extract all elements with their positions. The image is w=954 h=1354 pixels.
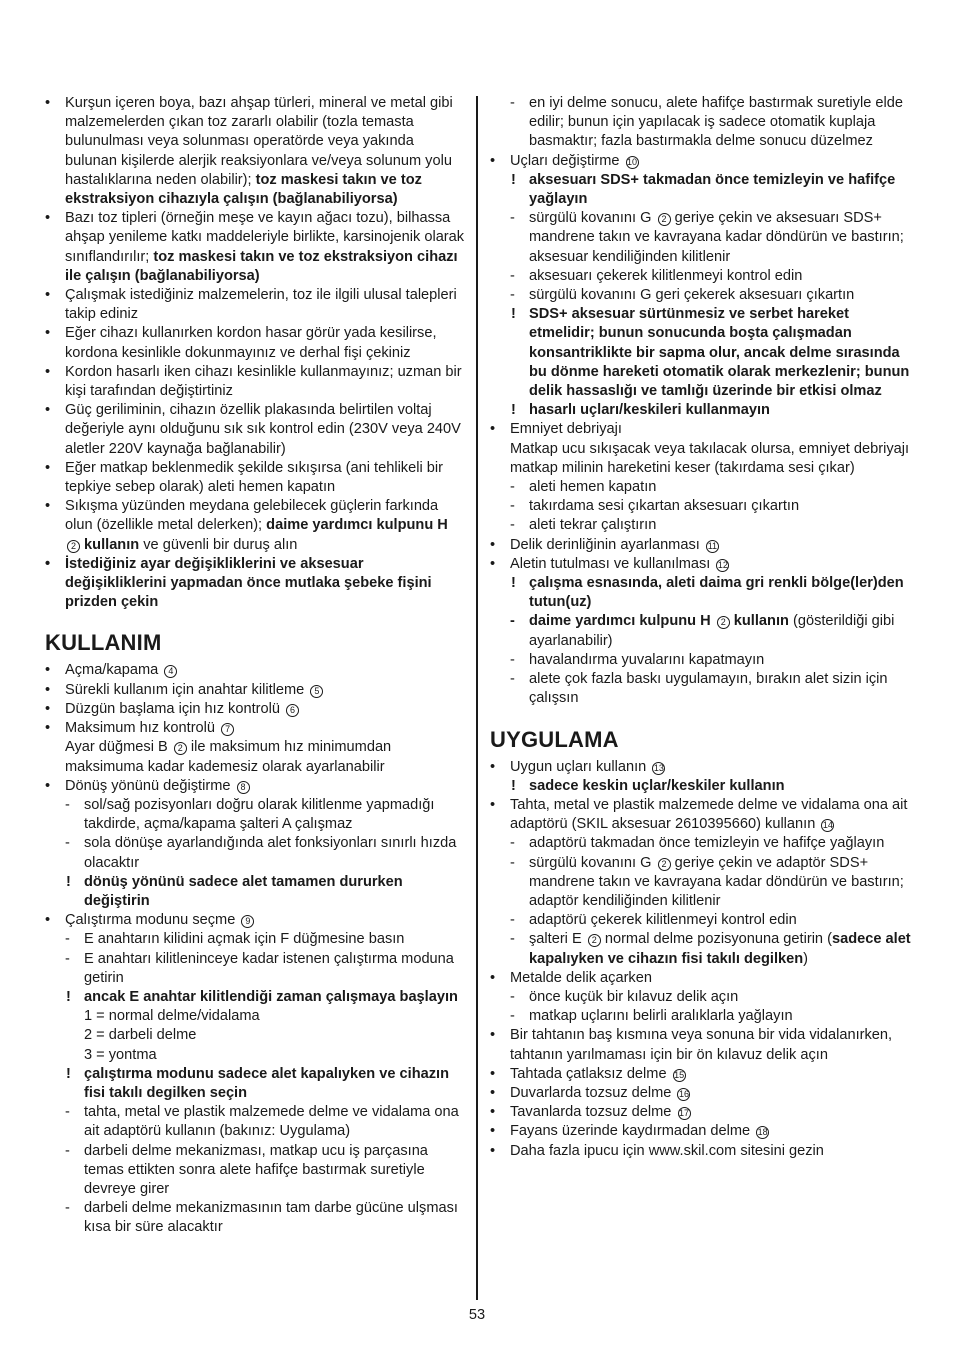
figure-ref-badge: 11 — [707, 540, 718, 551]
list-item: • Kordon hasarlı iken cihazı kesinlikle kullanmayınız; uzman bir kişi tarafından değiştirtiniz — [45, 363, 462, 400]
list-item: • Fayans üzerinde kaydırmadan delme 18 — [490, 1122, 912, 1141]
dash: - — [65, 950, 70, 967]
bullet: • — [490, 1123, 496, 1140]
sub-item: - sola dönüşe ayarlandığında alet fonksiyonları sınırlı hızda olacaktır — [65, 835, 457, 871]
figure-ref-badge: 6 — [286, 704, 299, 717]
list-item-text: Ayar düğmesi B 2 ile maksimum hız minimumdan maksimuma kadar kademesiz olarak ayarlanabilir — [65, 739, 392, 775]
list-item: • Dönüş yönünü değiştirme 8 — [45, 777, 465, 796]
list-item: • Kurşun içeren boya, bazı ahşap türleri, mineral ve metal gibi malzemelerden çıkan toz zararlı olabilir (tozla temasta bulunulması veya solunması operatörde veya yakında bulunan kişilerde alerjik reaksiyonlara ve/veya solunum yolu hastalıklarına neden olabilir); toz maskesi takın ve toz ekstraksiyon cihazıyla çalışın (bağlanabiliyorsa) — [45, 95, 453, 208]
figure-ref-badge: 17 — [678, 1108, 689, 1119]
sub-item: - sürgülü kovanını G geri çekerek aksesuarı çıkartın — [490, 286, 912, 305]
bullet: • — [490, 1027, 496, 1044]
list-item: • Metalde delik açarken — [490, 969, 912, 988]
bullet: • — [490, 1104, 496, 1121]
list-item: • Tavanlarda tozsuz delme 17 — [490, 1103, 912, 1122]
figure-ref-badge: 13 — [653, 762, 664, 773]
figure-ref-badge: 5 — [310, 685, 323, 698]
dash: - — [510, 287, 515, 304]
list-item: • Düzgün başlama için hız kontrolü 6 — [45, 700, 465, 719]
list-item: • Emniyet debriyajı — [490, 420, 912, 439]
sub-item: - aleti tekrar çalıştırın — [490, 516, 912, 535]
warning-item: ! ancak E anahtar kilitlendiği zaman çalışmaya başlayın — [45, 988, 465, 1007]
section-title-uygulama: UYGULAMA — [490, 726, 619, 752]
list-item: • Delik derinliğinin ayarlanması 11 — [490, 536, 912, 555]
bullet: • — [490, 796, 496, 813]
figure-ref-badge: 15 — [674, 1069, 685, 1080]
bullet: • — [45, 912, 51, 929]
figure-ref-badge: 10 — [627, 156, 638, 167]
list-item: • Açma/kapama 4 — [45, 661, 465, 680]
sub-item: - şalteri E 2 normal delme pozisyonuna getirin (sadece alet kapalıyken ve cihazın fisi takılı degilken) — [510, 931, 911, 967]
figure-ref-badge: 7 — [221, 723, 234, 736]
warning-mark: ! — [511, 306, 516, 323]
dash: - — [65, 931, 70, 948]
figure-ref-badge: 16 — [678, 1088, 689, 1099]
bullet: • — [490, 1142, 496, 1159]
warning-mark: ! — [66, 1065, 71, 1082]
list-item: • Duvarlarda tozsuz delme 16 — [490, 1084, 912, 1103]
bullet: • — [45, 662, 51, 679]
dash: - — [510, 671, 515, 688]
warning-mark: ! — [511, 402, 516, 419]
list-item-text: Matkap ucu sıkışacak veya takılacak olursa, emniyet debriyajı matkap milinin hareketini keser (takırdama sesi çıkar) — [510, 440, 910, 476]
figure-ref-badge: 2 — [717, 616, 730, 629]
bullet: • — [45, 325, 51, 342]
dash: - — [65, 796, 70, 813]
bullet: • — [45, 363, 51, 380]
figure-ref-badge: 2 — [588, 934, 601, 947]
dash: - — [510, 479, 515, 496]
dash: - — [510, 931, 515, 948]
dash: - — [510, 1008, 515, 1025]
bullet: • — [45, 555, 51, 572]
bullet: • — [45, 777, 51, 794]
figure-ref-badge: 4 — [164, 665, 177, 678]
sub-item: - havalandırma yuvalarını kapatmayın — [490, 651, 912, 670]
dash: - — [65, 835, 70, 852]
list-item: • İstediğiniz ayar değişikliklerini ve aksesuar değişikliklerini yapmadan önce mutlaka şebeke fişini prizden çekin — [45, 555, 432, 611]
warning-item: ! dönüş yönünü sadece alet tamamen dururken değiştirin — [66, 873, 403, 909]
list-item: • Sürekli kullanım için anahtar kilitleme 5 — [45, 681, 465, 700]
right-column — [490, 94, 912, 1161]
figure-ref-badge: 2 — [658, 858, 671, 871]
figure-ref-badge: 14 — [822, 820, 833, 831]
bullet: • — [490, 152, 496, 169]
sub-item: - tahta, metal ve plastik malzemede delme ve vidalama ona ait adaptörü kullanın (bakınız: Uygulama) — [65, 1104, 459, 1140]
bullet: • — [45, 95, 51, 111]
dash: - — [510, 651, 515, 668]
sub-item: - sürgülü kovanını G 2 geriye çekin ve aksesuarı SDS+ mandrene takın ve kavrayana kadar döndürün ve bastırın; aksesuar kendiliğinden kilitlenir — [510, 210, 904, 265]
list-item: • Bir tahtanın baş kısmına veya sonuna bir vida vidalanırken, tahtanın yarılmaması için bir ön kılavuz delik açın — [490, 1027, 893, 1063]
warning-item: ! aksesuarı SDS+ takmadan önce temizleyin ve hafifçe yağlayın — [511, 171, 896, 208]
mode-line: 2 = darbeli delme — [84, 1027, 197, 1044]
page-number: 53 — [468, 1307, 486, 1323]
left-column — [45, 94, 465, 1238]
dash: - — [510, 854, 515, 871]
figure-ref-badge: 18 — [757, 1127, 768, 1138]
bullet: • — [490, 758, 496, 775]
warning-mark: ! — [66, 873, 71, 890]
sub-item: - aksesuarı çekerek kilitlenmeyi kontrol edin — [490, 267, 912, 286]
warning-mark: ! — [66, 988, 71, 1005]
sub-item: - matkap uçlarını belirli aralıklarla yağlayın — [490, 1007, 912, 1026]
dash: - — [510, 498, 515, 515]
bullet: • — [45, 700, 51, 717]
list-item: • Sıkışma yüzünden meydana gelebilecek güçlerin farkında olun (özellikle metal delerken); daime yardımcı kulpunu H 2 kullanın ve güvenli bir duruş alın — [45, 498, 448, 553]
dash: - — [510, 613, 515, 630]
column-divider — [476, 96, 478, 1300]
bullet: • — [490, 969, 496, 986]
bullet: • — [490, 536, 496, 553]
warning-item: ! sadece keskin uçlar/keskiler kullanın — [490, 777, 912, 796]
list-item: • Maksimum hız kontrolü 7 — [45, 719, 465, 738]
bullet: • — [490, 1065, 496, 1082]
dash: - — [510, 835, 515, 852]
list-item: • Tahtada çatlaksız delme 15 — [490, 1065, 912, 1084]
bullet: • — [45, 720, 51, 737]
bullet: • — [45, 681, 51, 698]
list-item: • Eğer matkap beklenmedik şekilde sıkışırsa (ani tehlikeli bir tepkiye sebep olarak) aleti hemen kapatın — [45, 459, 443, 496]
bullet: • — [45, 459, 51, 476]
figure-ref-badge: 9 — [241, 915, 254, 928]
bullet: • — [45, 498, 51, 515]
list-item: • Güç geriliminin, cihazın özellik plakasında belirtilen voltaj değeriyle aynı olduğunu sık sık kontrol edin (230V veya 240V aletler 220V kaynağa bağlanabilir) — [45, 402, 461, 457]
sub-item: - darbeli delme mekanizmasının tam darbe gücüne ulşması kısa bir süre alacaktır — [65, 1200, 458, 1236]
mode-line: 3 = yontma — [84, 1046, 157, 1063]
sub-item: - alete çok fazla baskı uygulamayın, bırakın alet sizin için çalışsın — [510, 671, 888, 707]
dash: - — [510, 210, 515, 227]
dash: - — [510, 912, 515, 929]
sub-item: - adaptörü takmadan önce temizleyin ve hafifçe yağlayın — [490, 834, 912, 853]
section-title-kullanim: KULLANIM — [45, 630, 162, 656]
bullet: • — [490, 421, 496, 438]
figure-ref-badge: 2 — [67, 540, 80, 553]
bullet: • — [45, 210, 51, 227]
dash: - — [510, 267, 515, 284]
dash: - — [510, 517, 515, 534]
sub-item: - en iyi delme sonucu, alete hafifçe bastırmak suretiyle elde edilir; bunun için yapılacak iş sadece otomatik kuplaja basmaktır; fazla bastırmakla delme sonucu düzelmez — [510, 95, 903, 150]
bullet: • — [490, 555, 496, 572]
list-item: • Tahta, metal ve plastik malzemede delme ve vidalama ona ait adaptörü (SKIL aksesuar 2610395660) kullanın 14 — [490, 796, 908, 833]
sub-item: - E anahtarın kilidini açmak için F düğmesine basın — [45, 930, 465, 949]
bullet: • — [45, 287, 51, 304]
warning-item: ! çalıştırma modunu sadece alet kapalıyken ve cihazın fisi takılı degilken seçin — [66, 1065, 450, 1101]
list-item: • Uygun uçları kullanın 13 — [490, 758, 912, 777]
mode-line: 1 = normal delme/vidalama — [84, 1008, 260, 1025]
dash: - — [65, 1200, 70, 1217]
figure-ref-badge: 12 — [717, 559, 728, 570]
warning-item: ! hasarlı uçları/keskileri kullanmayın — [490, 401, 912, 420]
warning-mark: ! — [511, 575, 516, 592]
dash: - — [65, 1142, 70, 1159]
warning-item: ! çalışma esnasında, aleti daima gri renkli bölge(ler)den tutun(uz) — [511, 575, 904, 611]
sub-item: - takırdama sesi çıkartan aksesuarı çıkartın — [490, 497, 912, 516]
bullet: • — [490, 1084, 496, 1101]
sub-item: - aleti hemen kapatın — [490, 478, 912, 497]
figure-ref-badge: 2 — [658, 213, 671, 226]
dash: - — [65, 1104, 70, 1121]
warning-mark: ! — [511, 777, 516, 794]
list-item: • Çalıştırma modunu seçme 9 — [45, 911, 465, 930]
sub-item: - önce kuçük bir kılavuz delik açın — [490, 988, 912, 1007]
list-item: • Bazı toz tipleri (örneğin meşe ve kayın ağacı tozu), bilhassa ahşap yenileme katkı maddeleriyle birlikte, karsinojenik olarak sınıflandırılır; toz maskesi takın ve toz ekstraksiyon cihazı ile çalışın (bağlanabiliyorsa) — [45, 210, 465, 284]
list-item: • Çalışmak istediğiniz malzemelerin, toz ile ilgili ulusal talepleri takip ediniz — [45, 287, 457, 323]
sub-item: - adaptörü çekerek kilitlenmeyi kontrol edin — [490, 911, 912, 930]
list-item: • Daha fazla ipucu için www.skil.com sitesini gezin — [490, 1142, 912, 1161]
sub-item: - daime yardımcı kulpunu H 2 kullanın (gösterildiği gibi ayarlanabilir) — [510, 613, 895, 649]
figure-ref-badge: 8 — [237, 781, 250, 794]
warning-item: ! SDS+ aksesuar sürtünmesiz ve serbet hareket etmelidir; bunun sonucunda boşta çalışmadan konsantriklikte bir sapma olur, ancak delme sırasında bu dönme hareketi otomatik olarak merkezlenir; bunun delik hassaslığı ve tamlığı üzerinde bir etkisi olmaz — [511, 306, 910, 400]
bullet: • — [45, 402, 51, 419]
figure-ref-badge: 2 — [174, 742, 187, 755]
dash: - — [510, 95, 515, 111]
list-item: • Uçları değiştirme 10 — [490, 152, 912, 171]
sub-item: - sol/sağ pozisyonları doğru olarak kilitlenme yapmadığı takdirde, açma/kapama şalteri A çalışmaz — [65, 796, 435, 833]
sub-item: - sürgülü kovanını G 2 geriye çekin ve adaptör SDS+ mandrene takın ve kavrayana kadar döndürün ve bastırın; adaptör kendiliğinden kilitlenir — [510, 854, 904, 909]
sub-item: - darbeli delme mekanizması, matkap ucu iş parçasına temas ettikten sonra alete hafifçe bastırmak suretiyle devreye girer — [65, 1142, 428, 1197]
list-item: • Aletin tutulması ve kullanılması 12 — [490, 555, 912, 574]
list-item: • Eğer cihazı kullanırken kordon hasar görür yada kesilirse, kordona kesinlikle dokunmayınız ve derhal fişi çekiniz — [45, 325, 437, 361]
dash: - — [510, 988, 515, 1005]
sub-item: - E anahtarı kilitleninceye kadar istenen çalıştırma moduna getirin — [65, 950, 454, 986]
warning-mark: ! — [511, 171, 516, 188]
